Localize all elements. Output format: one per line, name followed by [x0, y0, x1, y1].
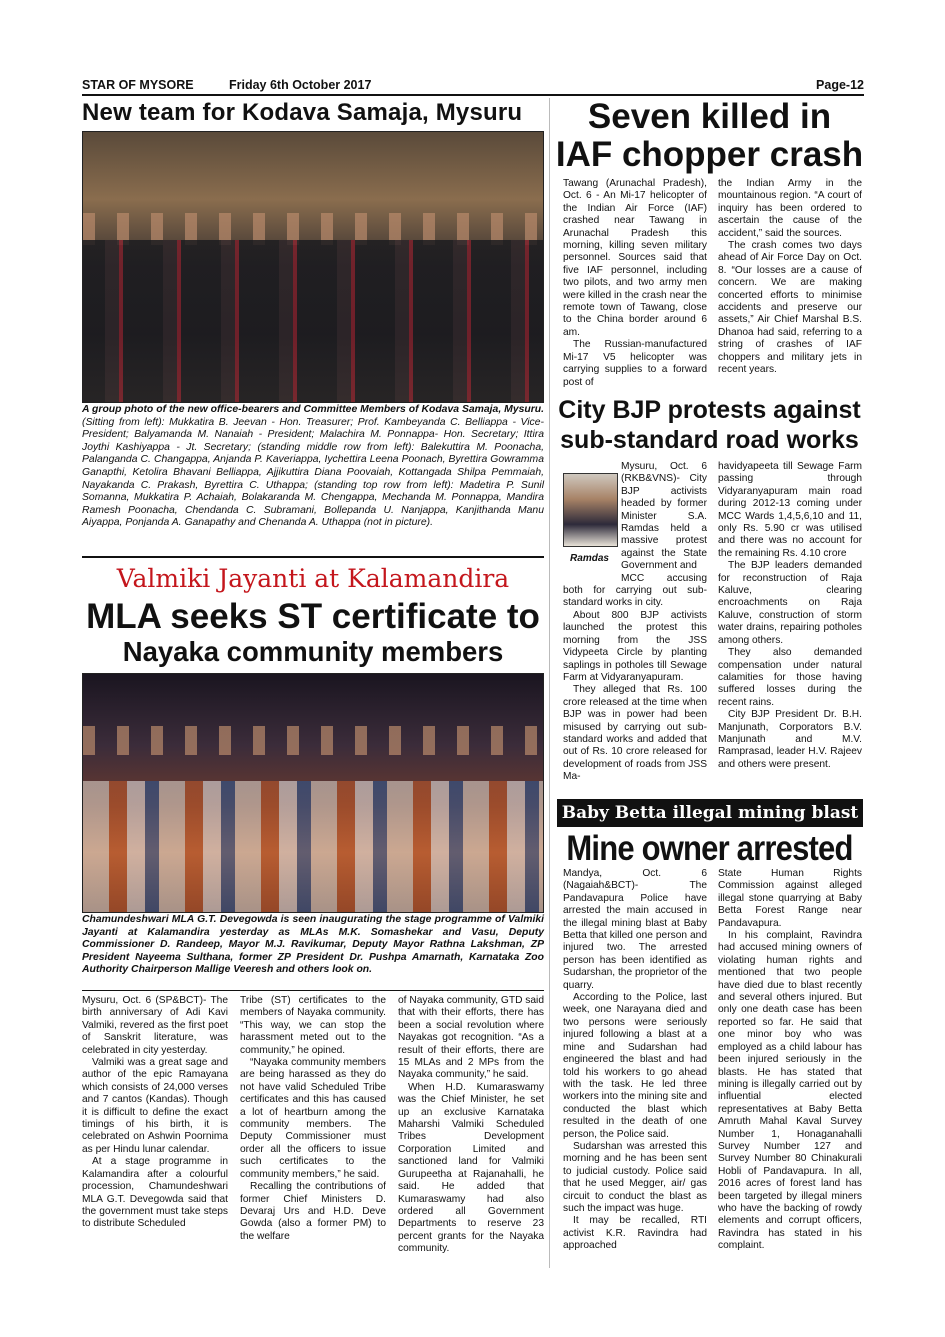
bjp-column-2	[718, 461, 862, 771]
iaf-column-2	[718, 178, 862, 377]
paragraph: It may be recalled, RTI activist K.R. Ravindra had approached	[563, 1215, 707, 1252]
valmiki-column-3	[398, 995, 544, 1256]
paragraph: Mysuru, Oct. 6 (RKB&VNS)- City BJP activists headed by former Minister S.A. Ramdas held a massive protest against the State Government and	[621, 461, 707, 572]
kodava-group-photo	[82, 131, 544, 403]
paragraph: The BJP leaders demanded for reconstruction of Raja Kaluve, clearing encroachments on Raja Kaluve, construction of storm water drains, repairing potholes among others.	[718, 560, 862, 646]
paragraph: Recalling the contributions of former Chief Ministers D. Devaraj Urs and H.D. Deve Gowda (also a former PM) to the welfare	[240, 1181, 386, 1242]
column-rule	[549, 98, 550, 1268]
paragraph: the Indian Army in the mountainous region. “A court of inquiry has been ordered to ascertain the cause of the accident,” said the sources.	[718, 178, 862, 239]
paragraph: About 800 BJP activists launched the protest this morning from the JSS Vidypeeta Circle by planting saplings in potholes till Sewage Farm at Vidyaranyapuram.	[563, 609, 707, 683]
valmiki-headline: MLA seeks ST certificate to	[86, 597, 540, 636]
paragraph: Valmiki was a great sage and author of the epic Ramayana which consists of 24,000 verses and 7 cantos (Kandas). Though it is difficult to define the exact timings of his birth, it is celebrated on Ashwin Poornima as per Hindu lunar calendar.	[82, 1057, 228, 1155]
portrait-wrap-space	[563, 461, 621, 579]
ramdas-portrait-caption: Ramdas	[570, 553, 609, 564]
kodava-caption-body: (Sitting from left): Mukkatira B. Jeevan - Hon. Treasurer; Prof. Kambeyanda C. Belliappa - Vice-President; Balyamanda M. Nanaiah - President; Malachira M. Ponnappa- Hon. Secretary; Ittira Joythi Kashiyappa - Jt. Secretary; (standing middle row from left): Balekuttira M. Poonacha, Palanganda C. Changappa, Anjanda P. Kaveriappa, Iychettira Leena Poonach, Byrettira Gowramma Ganapthi, Ketolira Bhavani Belliappa, Ajjikuttira Diana Poovaiah, Kottangada Shilpa Pemmaiah, Nayakanda C. Prakash, Byrettira C. Uthappa; (standing top row from left): Madetira P. Sunil Somanna, Mukkatira P. Achaiah, Bolakaranda M. Chengappa, Mechanda M. Ponnappa, Mandira Ramesh Poonacha, Chendanda C. Subramani, Bollepanda U. Nanjappa, Kanjithanda Manu Aiyappa, Ponjanda A. Ganapathy and Chenanda A. Uthappa (not in picture).	[82, 416, 544, 529]
photo-texture	[83, 726, 543, 755]
photo-texture	[83, 781, 543, 912]
paragraph: Tawang (Arunachal Pradesh), Oct. 6 - An Mi-17 helicopter of the Indian Air Force (IAF) crashed near Tawang in Arunachal Pradesh this morning, killing seven military personnel. Sources said that five IAF personnel, including two pilots, and two army men were killed in the crash near the remote town of Tawang, close to the China border around 6 am.	[563, 178, 707, 338]
paragraph: When H.D. Kumaraswamy was the Chief Minister, he set up an exclusive Karnataka Maharshi Valmiki Scheduled Tribes Development Corporation Limited and sanctioned land for Valmiki Gurupeetha at Rajanahalli, he said. He added that Kumaraswamy had also ordered all Government Departments to reserve 23 percent grants for the Nayaka community.	[398, 1081, 544, 1255]
page-number: Page-12	[816, 78, 864, 92]
iaf-column-1	[563, 178, 707, 389]
paragraph: “Nayaka community members are being harassed as they do not have valid Scheduled Tribe certificates and this has caused a lot of heartburn among the community members. The Deputy Commissioner must order all the officers to issue such certificates to the community members,” he said.	[240, 1057, 386, 1180]
paragraph: The crash comes two days ahead of Air Force Day on Oct. 8. “Our losses are a cause of concern. We are making concerted efforts to minimise accidents and preserve our assets,” Air Chief Marshal B.S. Dhanoa had said, referring to a string of crashes of IAF choppers and military jets in recent years.	[718, 240, 862, 376]
paragraph: Mandya, Oct. 6 (Nagaiah&BCT)- The Pandavapura Police have arrested the main accused in the illegal mining blast at Baby Betta that killed one person and injured two. The arrested person has been identified as Sudarshan, the proprietor of the quarry.	[563, 868, 707, 991]
paragraph: They also demanded compensation under natural calamities for those having suffered losses during the recent rains.	[718, 647, 862, 708]
paragraph: According to the Police, last week, one Narayana died and two persons were seriously injured following a blast at a mine and Sudarshan had engineered the blast and had told his workers to go ahead with the task. He led three workers into the mining site and conducted the blast which resulted in the death of one person, the Police said.	[563, 992, 707, 1140]
valmiki-kicker: Valmiki Jayanti at Kalamandira	[116, 564, 510, 593]
section-divider	[82, 990, 544, 991]
masthead	[82, 76, 864, 94]
paragraph: Mysuru, Oct. 6 (SP&BCT)- The birth anniversary of Adi Kavi Valmiki, revered as the first poet of Sanskrit literature, was celebrated in city yesterday.	[82, 995, 228, 1056]
kodava-caption-lead: A group photo of the new office-bearers and Committee Members of Kodava Samaja, Mysuru.	[82, 404, 544, 415]
paragraph: City BJP President Dr. B.H. Manjunath, Corporators B.V. Manjunath and M.V. Ramprasad, leader H.V. Rajeev and others were present.	[718, 709, 862, 770]
paragraph: MCC accusing both for carrying out sub-standard works in city.	[563, 572, 707, 609]
paragraph: of Nayaka community, GTD said that with their efforts, there has been a social revolution where Nayakas got recognition. “As a result of their efforts, there are 15 MLAs and 2 MPs from the Nayaka community,” he said.	[398, 995, 544, 1081]
paragraph: Tribe (ST) certificates to the members of Nayaka community. “This way, we can stop the harassment meted out to the community,” he opined.	[240, 995, 386, 1056]
paragraph: State Human Rights Commission against alleged illegal stone quarrying at Baby Betta Forest Range near Pandavapura.	[718, 868, 862, 929]
iaf-headline: Seven killed in IAF chopper crash	[555, 97, 864, 174]
publication-name: STAR OF MYSORE	[82, 78, 194, 92]
paragraph: At a stage programme in Kalamandira after a colourful procession, Chamundeshwari MLA G.T. Devegowda said that the government must take steps to distribute Scheduled	[82, 1156, 228, 1230]
masthead-rule	[82, 94, 864, 96]
valmiki-event-photo	[82, 673, 544, 913]
mine-column-1	[563, 868, 707, 1253]
valmiki-caption: Chamundeshwari MLA G.T. Devegowda is seen inaugurating the stage programme of Valmiki Jayanti at Kalamandira yesterday as MLAs M.K. Somashekar and Vasu, Deputy Commissioner D. Randeep, Mayor M.J. Ravikumar, Deputy Mayor Rathna Lakshman, ZP President Nayeema Sulthana, former ZP President Dr. Pushpa Amarnath, Karnataka Zoo Authority Chairperson Mallige Veeresh and others look on.	[82, 914, 544, 976]
issue-date: Friday 6th October 2017	[229, 78, 372, 92]
paragraph: The Russian-manufactured Mi-17 V5 helicopter was carrying supplies to a forward post of	[563, 339, 707, 388]
mine-column-2	[718, 868, 862, 1253]
paragraph: havidyapeeta till Sewage Farm passing through Vidyaranyapuram main road during 2012-13 coming under MCC Wards 1,4,5,6,10 and 11, only Rs. 5.90 cr was utilised and there was no account for the remaining Rs. 4.10 crore	[718, 461, 862, 559]
valmiki-column-1	[82, 995, 228, 1231]
kodava-headline: New team for Kodava Samaja, Mysuru	[82, 99, 523, 126]
valmiki-column-2	[240, 995, 386, 1243]
section-divider	[82, 556, 544, 558]
mine-headline: Mine owner arrested	[566, 828, 853, 869]
paragraph: They alleged that Rs. 100 crore released at the time when BJP was in power had been misused by carrying out sub-standard works and added that out of Rs. 10 crore released for development of roads from JSS Ma-	[563, 684, 707, 783]
paragraph: In his complaint, Ravindra had accused mining owners of violating human rights and mentioned that two people have died due to blast recently and several others injured. But only one death case has been reported so far. He said that one minor boy who was employed as a child labour has been injured seriously in the blasts. He has stated that mining is illegally carried out by influential elected representatives at Baby Betta Amruth Mahal Kaval Survey Number 1, Honaganahalli Survey Number 127 and Survey Number 80 Chinakurali Hobli of Pandavapura. In all, 2016 acres of forest land has been targeted by illegal miners who have the backing of rowdy elements and corrupt officers, Ravindra has stated in his complaint.	[718, 930, 862, 1252]
mine-kicker: Baby Betta illegal mining blast	[557, 799, 863, 827]
bjp-headline: City BJP protests against sub-standard road works	[558, 396, 861, 454]
bjp-column-1	[563, 461, 707, 784]
valmiki-subhead: Nayaka community members	[122, 636, 504, 667]
paragraph: Sudarshan was arrested this morning and he has been sent to judicial custody. Police said that he used Megger, air/ gas circuit to conduct the blast as such the impact was huge.	[563, 1140, 707, 1214]
kodava-caption	[82, 404, 544, 530]
photo-texture	[83, 240, 543, 402]
